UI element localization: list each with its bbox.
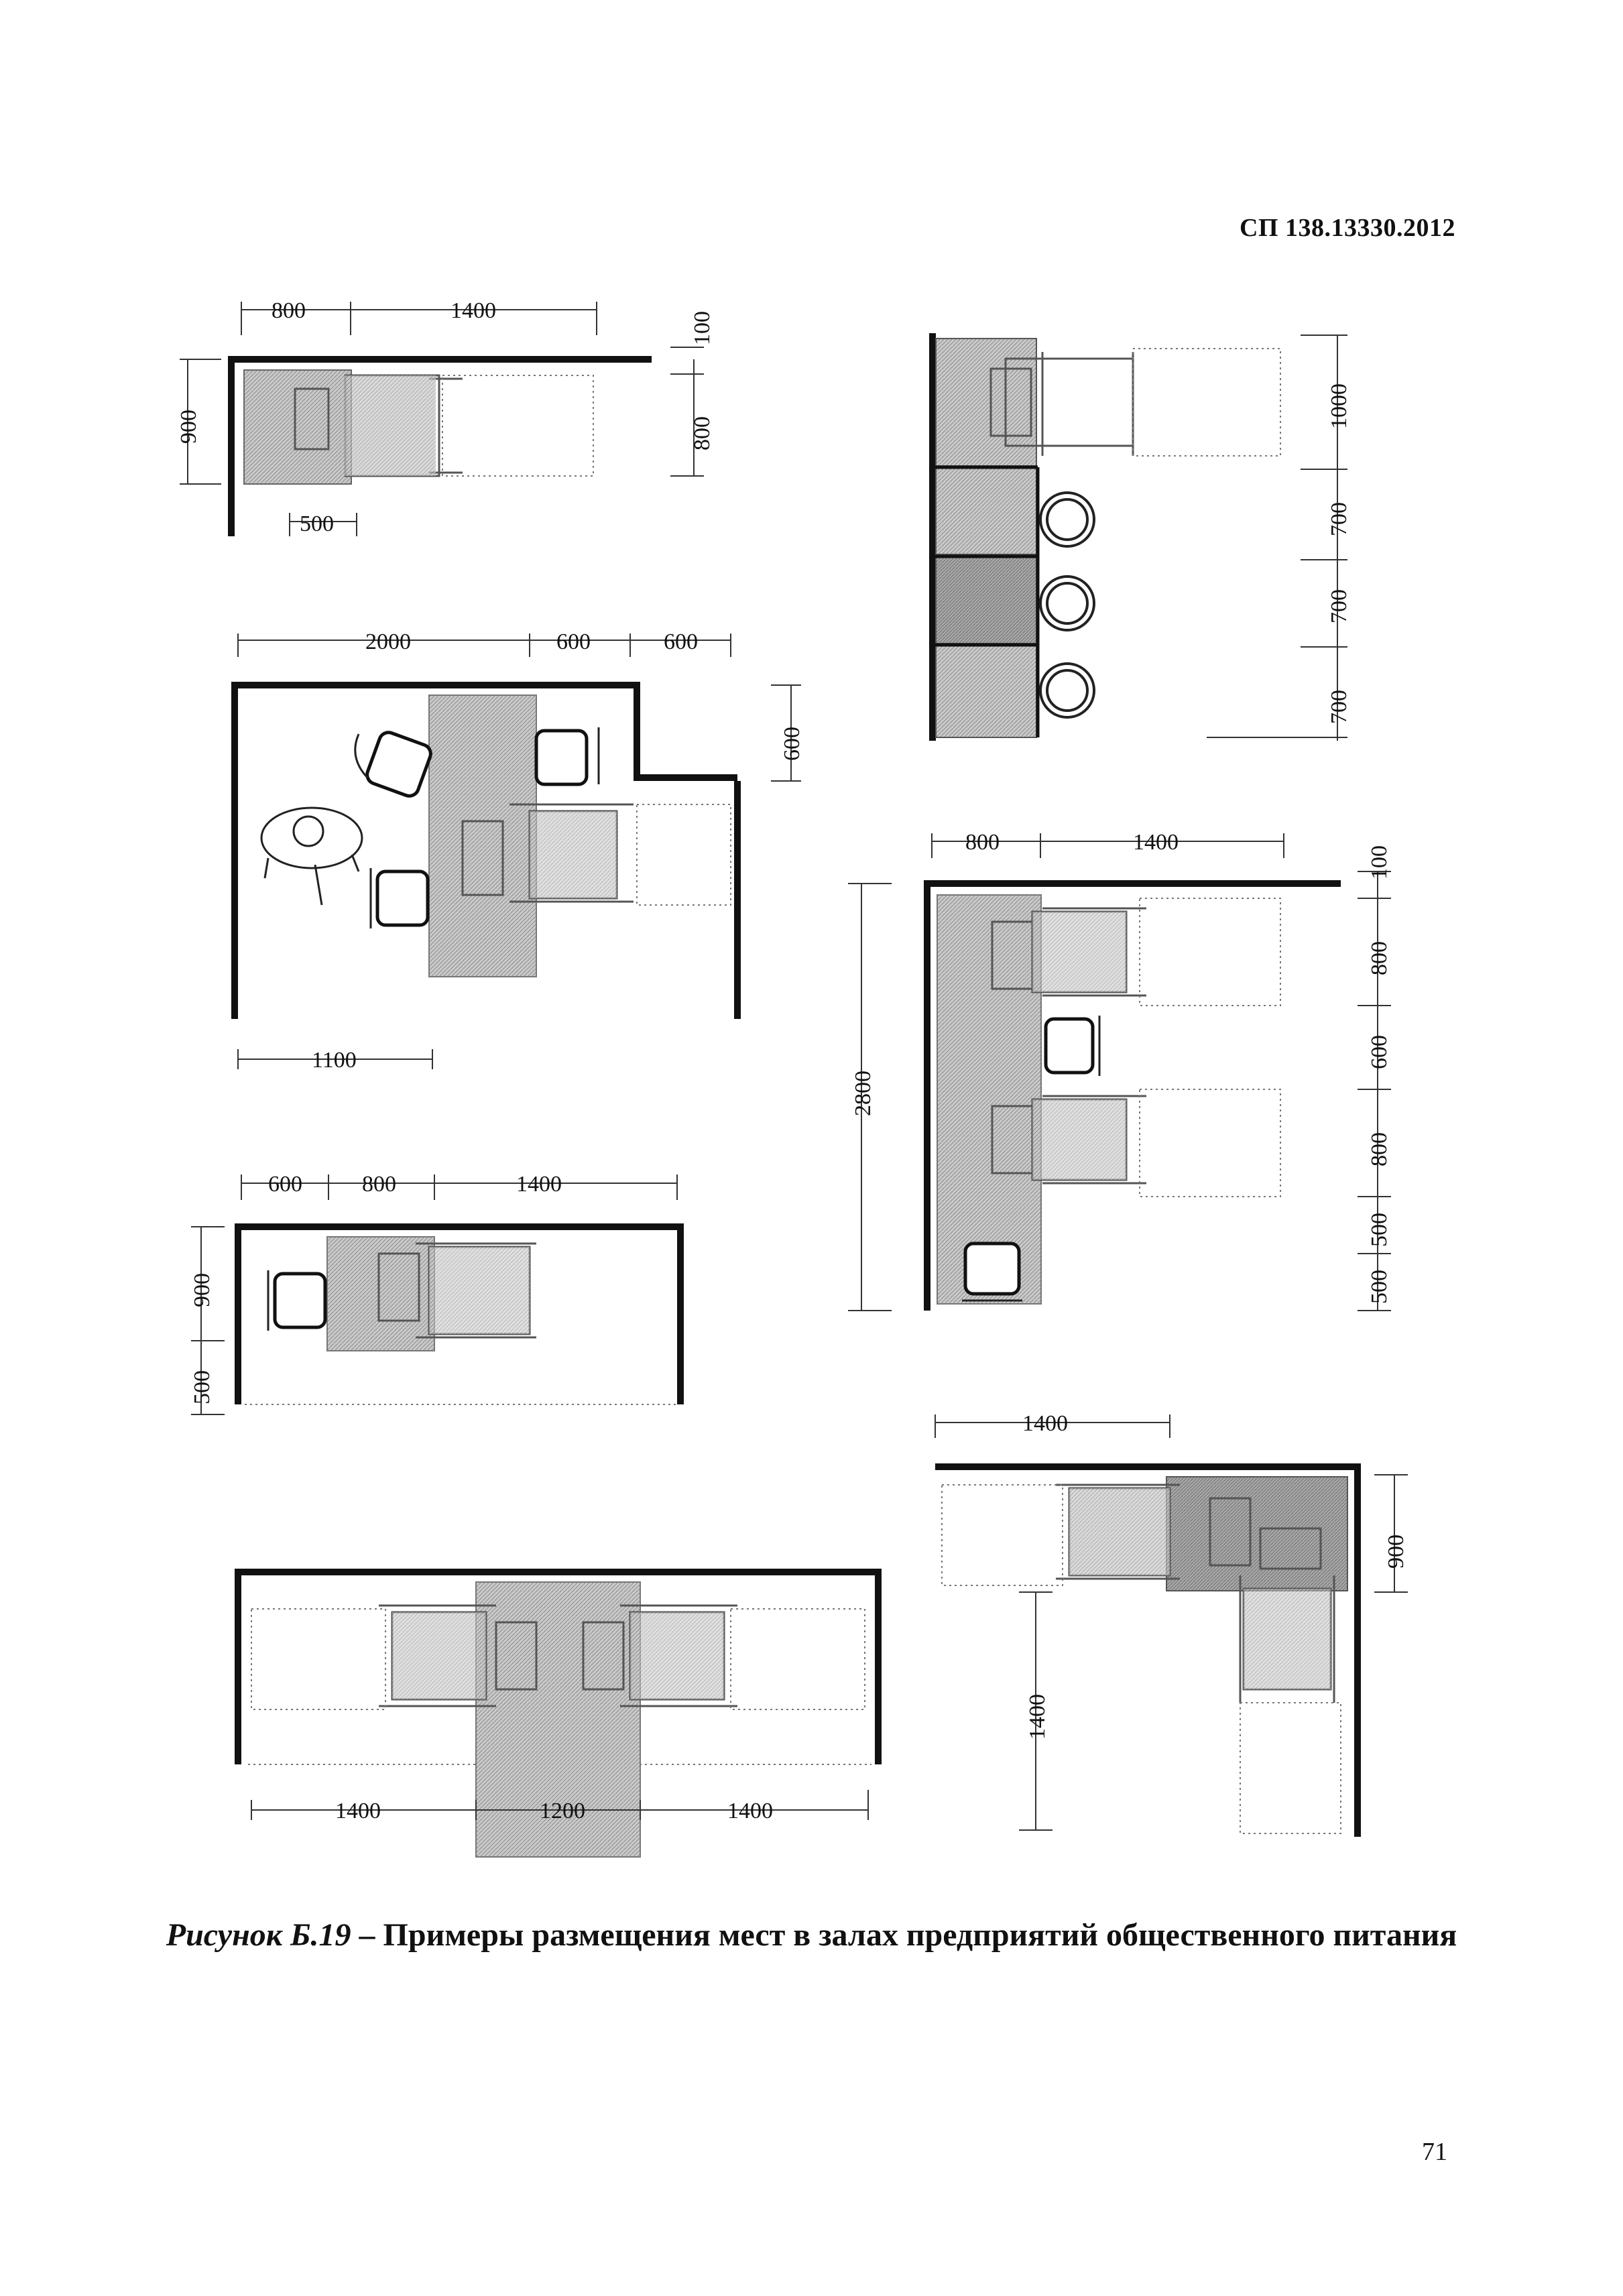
dim-1000: 1000 bbox=[1327, 383, 1351, 429]
dim-800: 800 bbox=[272, 298, 306, 323]
dim-800-b: 800 bbox=[1367, 1132, 1392, 1166]
dim-500: 500 bbox=[190, 1370, 215, 1404]
dim-800: 800 bbox=[362, 1172, 396, 1197]
dim-700-b: 700 bbox=[1327, 589, 1351, 623]
dim-1400: 1400 bbox=[1133, 830, 1179, 855]
dim-600: 600 bbox=[268, 1172, 302, 1197]
dim-600-vertical: 600 bbox=[780, 727, 804, 761]
layout-long-counter-two-seats bbox=[848, 830, 1392, 1311]
dim-500-a: 500 bbox=[1367, 1213, 1392, 1247]
figure-label: Рисунок Б.19 bbox=[166, 1917, 351, 1953]
layout-counter-bar-stools bbox=[933, 333, 1351, 741]
layout-corner-table-two-seats bbox=[935, 1411, 1408, 1837]
dim-600: 600 bbox=[1367, 1035, 1392, 1069]
dim-1200: 1200 bbox=[540, 1799, 585, 1823]
dim-900: 900 bbox=[1384, 1534, 1408, 1569]
figure-caption-text: Примеры размещения мест в залах предприятий общественного питания bbox=[383, 1917, 1457, 1953]
dim-100: 100 bbox=[1367, 845, 1392, 880]
layout-wall-table-one-seat bbox=[190, 1172, 684, 1414]
dim-2000: 2000 bbox=[365, 629, 411, 654]
dim-1400-vertical: 1400 bbox=[1025, 1694, 1050, 1740]
figure-caption bbox=[134, 1914, 1489, 1956]
dim-500-b: 500 bbox=[1367, 1270, 1392, 1304]
dim-1400-horizontal: 1400 bbox=[1022, 1411, 1068, 1436]
dim-800-a: 800 bbox=[1367, 941, 1392, 975]
dim-100: 100 bbox=[690, 311, 715, 345]
layout-central-table-two-seats bbox=[238, 1572, 878, 1857]
dim-600-b: 600 bbox=[664, 629, 698, 654]
layout-table-in-niche-with-visitor bbox=[235, 629, 804, 1073]
dim-700-c: 700 bbox=[1327, 690, 1351, 724]
dim-900: 900 bbox=[176, 410, 201, 444]
dim-1100: 1100 bbox=[312, 1048, 357, 1073]
layout-corner-table-one-seat bbox=[176, 298, 715, 536]
dim-900: 900 bbox=[190, 1273, 215, 1307]
dim-1400: 1400 bbox=[450, 298, 496, 323]
dim-1400-left: 1400 bbox=[335, 1799, 381, 1823]
dim-800: 800 bbox=[965, 830, 1000, 855]
dim-800-vertical: 800 bbox=[690, 416, 715, 450]
dim-700-a: 700 bbox=[1327, 502, 1351, 536]
dim-600-a: 600 bbox=[556, 629, 591, 654]
dim-2800: 2800 bbox=[851, 1071, 876, 1116]
dim-1400-right: 1400 bbox=[727, 1799, 773, 1823]
document-code: СП 138.13330.2012 bbox=[1240, 214, 1455, 242]
page-number: 71 bbox=[1422, 2138, 1447, 2166]
dim-1400: 1400 bbox=[516, 1172, 562, 1197]
dim-500: 500 bbox=[300, 511, 334, 536]
caption-dash: – bbox=[351, 1917, 383, 1953]
